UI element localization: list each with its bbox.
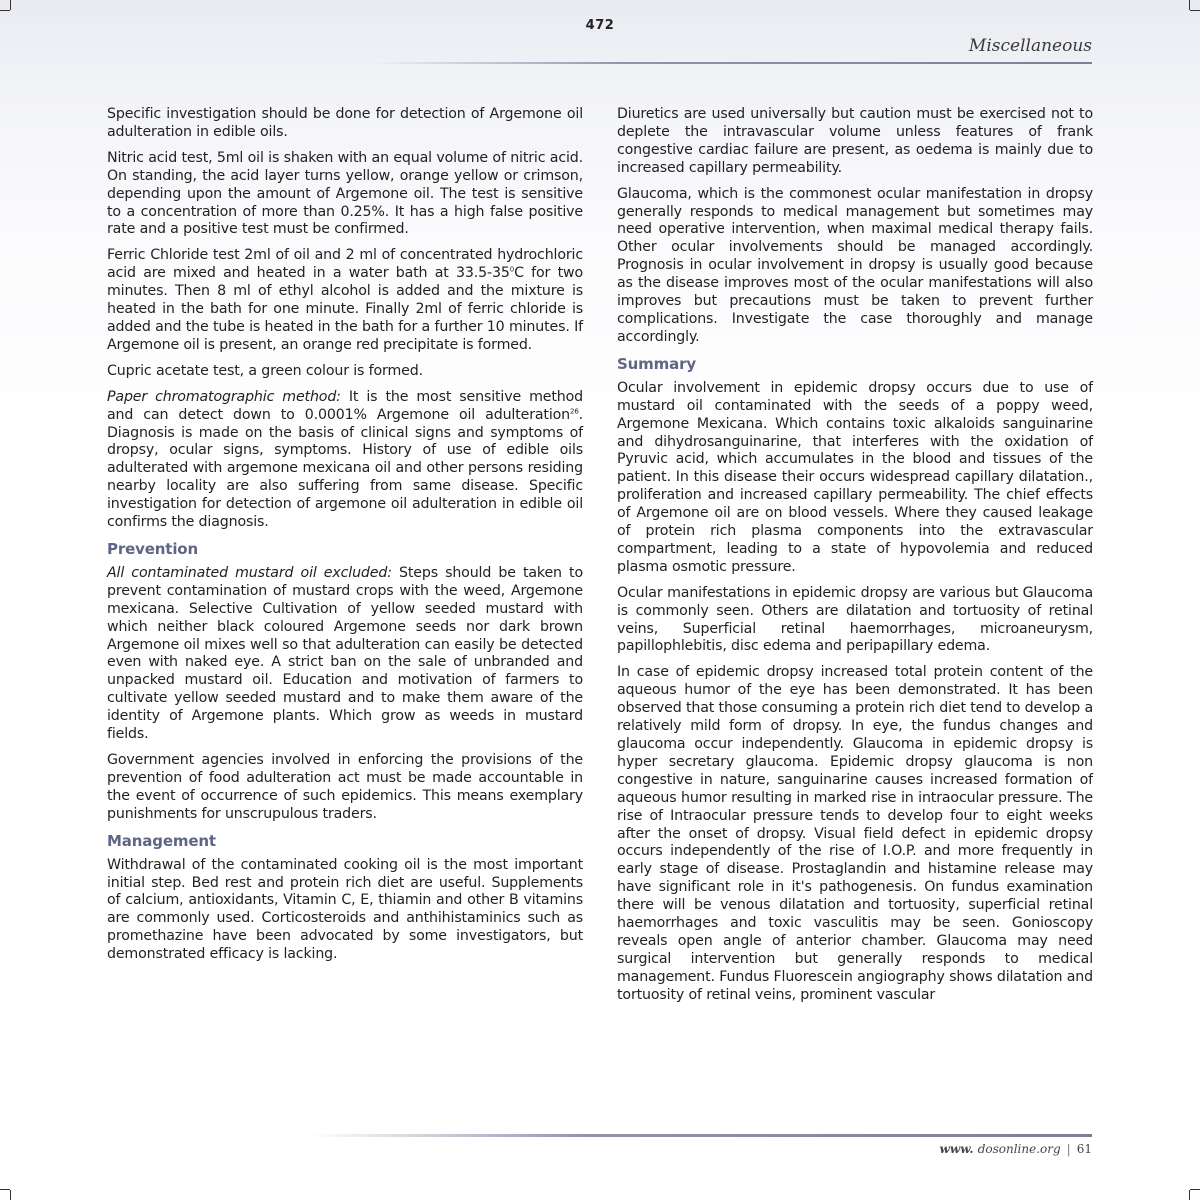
crop-mark-bottom-right (1189, 1190, 1190, 1200)
footer-separator: | (1066, 1142, 1071, 1156)
paragraph: Glaucoma, which is the commonest ocular manifestation in dropsy generally responds to medical management but sometimes may need operative intervention, when maximal medical therapy fails. Other ocular involvements should be managed accordingly. Prognosis in ocular involvement in dropsy is usually good because as the disease improves most of the ocular manifestations will also improves but precautions must be taken to prevent further complications. Investigate the case thoroughly and manage accordingly. (617, 185, 1093, 345)
paragraph: Cupric acetate test, a green colour is formed. (107, 362, 423, 379)
paragraph (107, 247, 583, 354)
paragraph (107, 389, 583, 532)
crop-mark-bottom-right-h (1190, 1189, 1200, 1190)
paragraph: Specific investigation should be done for detection of Argemone oil adulteration in edible oils. (107, 106, 583, 140)
crop-mark-bottom-left-h (0, 1189, 10, 1190)
paragraph: In case of epidemic dropsy increased total protein content of the aqueous humor of the eye has been demonstrated. It has been observed that those consuming a protein rich diet tend to develop a relatively mild form of dropsy. In eye, the fundus changes and glaucoma occur independently. Glaucoma in epidemic dropsy is hyper secretary glaucoma. Epidemic dropsy glaucoma is non congestive in nature, sanguinarine causes increased formation of aqueous humor resulting in marked rise in intraocular pressure. The rise of Intraocular pressure tends to develop four to eight weeks after the onset of dropsy. Visual field defect in epidemic dropsy occurs independently of the rise of I.O.P. and more frequently in early stage of disease. Prostaglandin and histamine release may have significant role in it's pathogenesis. On fundus examination there will be venous dilatation and tortuosity, superficial retinal haemorrhages and toxic vasculitis may be seen. Gonioscopy reveals open angle of anterior chamber. Glaucoma may need surgical intervention but generally responds to medical management. Fundus Fluorescein angiography shows dilatation and tortuosity of retinal veins, prominent vascular (617, 664, 1093, 1003)
crop-mark-bottom-left (10, 1190, 11, 1200)
text-run: Steps should be taken to prevent contamination of mustard crops with the weed, Argemone mexicana. Selective Cultivation of yellow seeded mustard with which neither black coloured Argemone seeds nor dark brown Argemone oil mixes well so that adulteration can easily be detected even with naked eye. A strict ban on the sale of unbranded and unpacked mustard oil. Education and motivation of farmers to cultivate yellow seeded mustard and to make them aware of the identity of Argemone plants. Which grow as weeds in mustard fields. (107, 564, 583, 743)
text-run: . Diagnosis is made on the basis of clinical signs and symptoms of dropsy, ocular signs, symptoms. History of use of edible oils adulterated with argemone mexicana oil and other persons residing nearby locality are also suffering from same disease. Specific investigation for detection of argemone oil adulteration in edible oil confirms the diagnosis. (107, 406, 583, 531)
footer-rule (310, 1134, 1092, 1137)
superscript: 0 (509, 265, 515, 274)
left-column (107, 106, 583, 972)
running-head: Miscellaneous (968, 36, 1092, 56)
paragraph: Withdrawal of the contaminated cooking oil is the most important initial step. Bed rest and protein rich diet are useful. Supplements of calcium, antioxidants, Vitamin C, E, thiamin and other B vitamins are commonly used. Corticosteroids and anthihistaminics such as promethazine have been advocated by some investigators, but demonstrated efficacy is lacking. (107, 856, 583, 963)
website-prefix: www. (939, 1142, 974, 1156)
italic-lead: Paper chromatographic method: (107, 388, 341, 405)
text-run: C for two minutes. Then 8 ml of ethyl alcohol is added and the mixture is heated in the bath for one minute. Finally 2ml of ferric chloride is added and the tube is heated in the bath for a further 10 minutes. If Argemone oil is present, an orange red precipitate is formed. (107, 265, 583, 353)
crop-mark-top-left (10, 0, 11, 10)
citation-superscript: 26 (570, 406, 579, 415)
footer-page-number: 61 (1076, 1142, 1092, 1156)
text-run: Ferric Chloride test 2ml of oil and 2 ml of concentrated hydrochloric acid are mixed and heated in a water bath at 33.5-35 (107, 247, 583, 282)
website-link[interactable] (940, 1142, 1061, 1156)
paragraph: Government agencies involved in enforcing the provisions of the prevention of food adulteration act must be made accountable in the event of occurrence of such epidemics. This means exemplary punishments for unscrupulous traders. (107, 752, 583, 822)
paragraph: Diuretics are used universally but caution must be exercised not to deplete the intravascular volume unless features of frank congestive cardiac failure are present, as oedema is mainly due to increased capillary permeability. (617, 106, 1093, 176)
paragraph: Nitric acid test, 5ml oil is shaken with an equal volume of nitric acid. On standing, the acid layer turns yellow, orange yellow or crimson, depending upon the amount of Argemone oil. The test is sensitive to a concentration of more than 0.25%. It has a high false positive rate and a positive test must be confirmed. (107, 149, 583, 238)
website-domain: dosonline.org (977, 1142, 1061, 1156)
footer (940, 1142, 1092, 1156)
text-run: It is the most sensitive method and can detect down to 0.0001% Argemone oil adulteration (107, 388, 583, 423)
section-heading-management: Management (107, 831, 216, 850)
crop-mark-top-left-h (0, 10, 10, 11)
crop-mark-top-right-h (1190, 10, 1200, 11)
italic-lead: All contaminated mustard oil excluded: (107, 564, 392, 581)
section-heading-summary: Summary (617, 354, 696, 373)
crop-mark-top-right (1189, 0, 1190, 10)
page-number: 472 (585, 18, 615, 33)
paragraph: Ocular manifestations in epidemic dropsy are various but Glaucoma is commonly seen. Others are dilatation and tortuosity of retinal veins, Superficial retinal haemorrhages, microaneurysm, papillophlebitis, disc edema and peripapillary edema. (617, 584, 1093, 655)
paragraph: Ocular involvement in epidemic dropsy occurs due to use of mustard oil contaminated with the seeds of a poppy weed, Argemone Mexicana. Which contains toxic alkaloids sanguinarine and dihydrosanguinarine, that interferes with the oxidation of Pyruvic acid, which accumulates in the blood and tissues of the patient. In this disease their occurs widespread capillary dilatation., proliferation and increased capillary permeability. The chief effects of Argemone oil are on blood vessels. Where they caused leakage of protein rich plasma components into the extravascular compartment, leading to a state of hypovolemia and reduced plasma osmotic pressure. (617, 379, 1093, 575)
header-rule (372, 62, 1092, 64)
section-heading-prevention: Prevention (107, 539, 198, 558)
right-column (617, 106, 1093, 1013)
paragraph (107, 565, 583, 744)
